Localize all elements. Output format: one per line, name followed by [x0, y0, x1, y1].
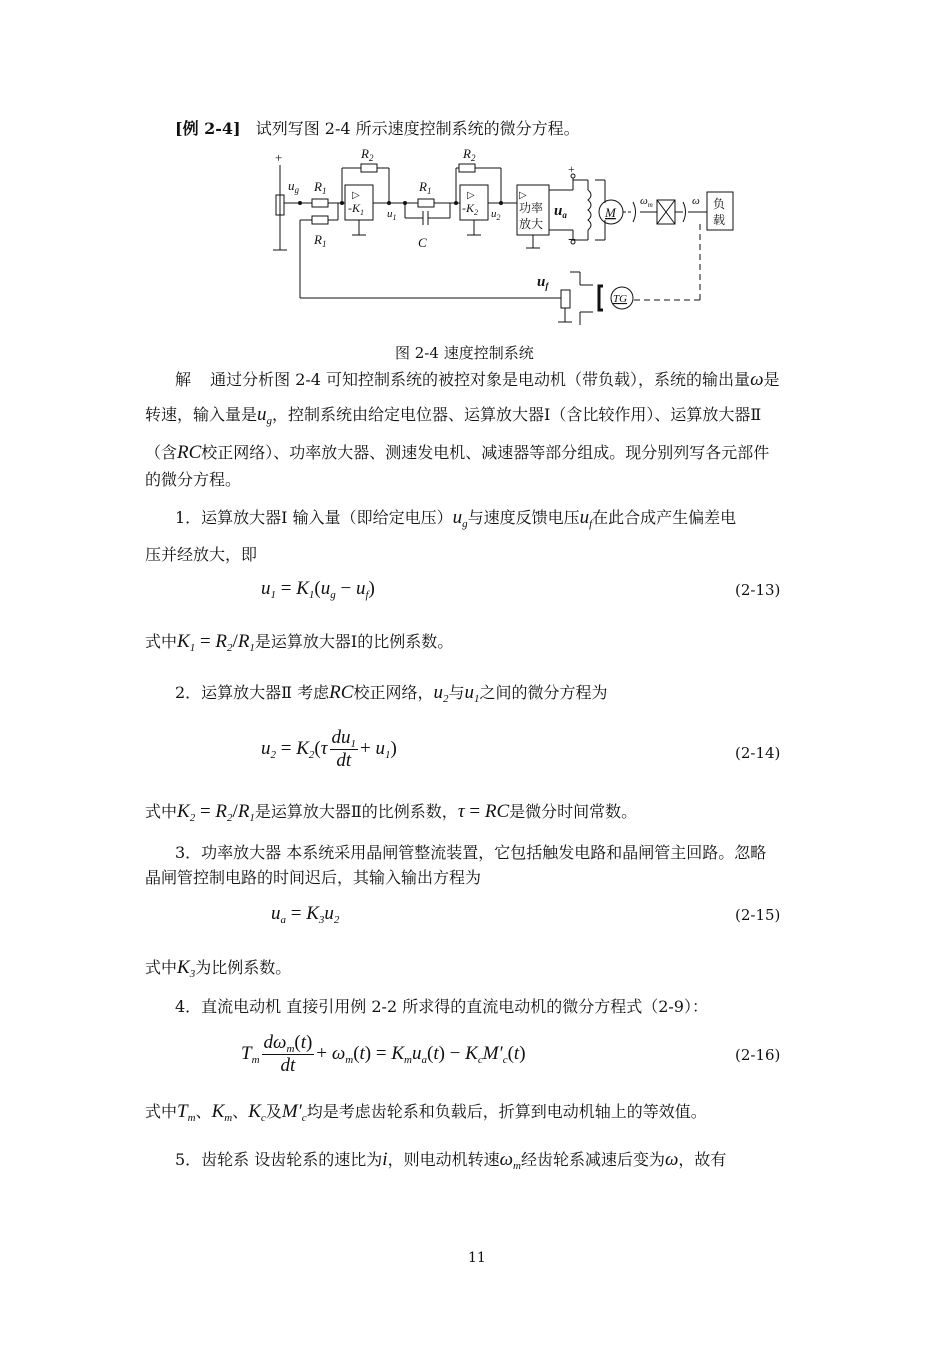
- k1-sub: 1: [360, 208, 364, 217]
- speed-control-circuit-diagram: [255, 140, 755, 345]
- k2-text-b: 是运算放大器Ⅱ的比例系数，: [254, 802, 458, 821]
- equation-2-14: $u_2 = K_2(\tau$ $\frac{du_1}{dt}$ + $u_1$): [261, 727, 397, 771]
- svg-text:R1: [418, 179, 431, 196]
- opamp1-triangle: ▷: [352, 190, 360, 201]
- k1-text-b: 是运算放大器Ⅰ的比例系数。: [254, 632, 454, 651]
- k2-definition: 式中$K_2 = R_2/R_1$是运算放大器Ⅱ的比例系数，τ = RC是微分时间常数。: [145, 801, 638, 824]
- k1-definition: 式中$K_1 = R_2/R_1$是运算放大器Ⅰ的比例系数。: [145, 631, 454, 654]
- k1-text-a: 式中: [145, 632, 178, 651]
- section5-text-b: ，则电动机转速: [387, 1150, 500, 1169]
- svg-text:R1: [313, 179, 326, 196]
- section5-text-d: ，故有: [678, 1150, 727, 1169]
- armature-minus: −: [568, 233, 576, 248]
- solution-line-4: 的微分方程。: [145, 470, 242, 489]
- r2-second-label: R: [463, 146, 471, 161]
- svg-text:R2: [360, 146, 374, 163]
- solution-text-3a: （含: [145, 443, 178, 462]
- solution-label: 解: [175, 370, 192, 389]
- poweramp-triangle: ▷: [519, 190, 527, 201]
- svg-text:R2: [462, 146, 476, 163]
- opamp2-triangle: ▷: [467, 190, 475, 201]
- section3-line-1: 3．功率放大器 本系统采用晶闸管整流装置，它包括触发电路和晶闸管主回路。忽略: [175, 843, 767, 862]
- solution-text-2b: ，控制系统由给定电位器、运算放大器Ⅰ（含比较作用）、运算放大器Ⅱ: [272, 405, 762, 424]
- k3-text-a: 式中: [145, 958, 178, 977]
- section3-line-2: 晶闸管控制电路的时间迟后，其输入输出方程为: [145, 868, 482, 887]
- u1-fig-sub: 1: [392, 213, 397, 222]
- r1-upper-sub: 1: [321, 186, 327, 196]
- equation-number-2-16: (2-16): [735, 1046, 781, 1064]
- plus-sign: +: [275, 150, 283, 165]
- ug-label: u: [288, 178, 295, 193]
- section5-line: 5．齿轮系 设齿轮系的速比为i，则电动机转速$\omega_m$经齿轮系减速后变为ω，故有: [175, 1149, 727, 1172]
- load-label-line1: 负: [713, 197, 726, 211]
- poweramp-label-line1: 功率: [519, 201, 544, 215]
- section2-text-a: 2．运算放大器Ⅱ 考虑: [175, 683, 330, 702]
- section2-text-b: 校正网络，: [353, 683, 434, 702]
- k4-text-b: 均是考虑齿轮系和负载后，折算到电动机轴上的等效值。: [306, 1102, 707, 1121]
- k3-definition: 式中$K_3$为比例系数。: [145, 957, 292, 980]
- equation-2-15: $u_a = K_3u_2$: [271, 903, 340, 926]
- r1-lower-sub: 1: [321, 239, 327, 249]
- capacitor-label: C: [418, 235, 427, 250]
- svg-text:ug: [288, 178, 300, 195]
- k4-text-a: 式中: [145, 1102, 178, 1121]
- svg-text:uf: [537, 274, 549, 291]
- section4-line: 4．直流电动机 直接引用例 2-2 所求得的直流电动机的微分方程式（2-9）：: [175, 997, 708, 1016]
- solution-text-1a: 通过分析图 2-4 可知控制系统的被控对象是电动机（带负载），系统的输出量: [210, 370, 751, 389]
- section4-definitions: 式中$T_m$、$K_m$、$K_c$及$M'_c$均是考虑齿轮系和负载后，折算到电动机轴上的等效值。: [145, 1101, 707, 1124]
- example-tag: [例 2-4]: [175, 119, 241, 138]
- solution-line-1: 解 通过分析图 2-4 可知控制系统的被控对象是电动机（带负载），系统的输出量ω是: [175, 369, 780, 390]
- page-number: 11: [468, 1250, 486, 1266]
- solution-line-2: 转速，输入量是$u_g$，控制系统由给定电位器、运算放大器Ⅰ（含比较作用）、运算放大器Ⅱ: [145, 404, 762, 427]
- u2-fig-sub: 2: [496, 213, 501, 222]
- r2-first-label: R: [361, 146, 369, 161]
- section2-line-1: 2．运算放大器Ⅱ 考虑RC校正网络，$u_2$与$u_1$之间的微分方程为: [175, 682, 608, 705]
- r1-network-sub: 1: [426, 186, 432, 196]
- u2-fig-label: u: [491, 208, 497, 220]
- ua-fig-sub: a: [562, 210, 567, 220]
- equation-number-2-14: (2-14): [735, 744, 781, 762]
- svg-text:R1: [313, 232, 326, 249]
- k2-text-c: 是微分时间常数。: [509, 802, 638, 821]
- k2-sub: 2: [474, 208, 478, 217]
- svg-text:-K2: [462, 201, 478, 217]
- svg-text:u1: [387, 208, 397, 222]
- r1-upper-label: R: [314, 179, 322, 194]
- figure-caption: 图 2-4 速度控制系统: [395, 344, 534, 362]
- svg-text:u2: [491, 208, 501, 222]
- example-heading: [175, 119, 580, 139]
- k3-text-b: 为比例系数。: [195, 958, 292, 977]
- armature-plus: +: [568, 162, 575, 176]
- omega-label: ω: [692, 195, 700, 207]
- svg-text:-K1: [348, 201, 364, 217]
- svg-text:ωm: [640, 195, 653, 209]
- k2-label: -K: [462, 201, 474, 215]
- section1-text-c: 在此合成产生偏差电: [592, 508, 737, 527]
- equation-number-2-15: (2-15): [735, 906, 781, 924]
- load-label-line2: 载: [713, 213, 726, 227]
- solution-text-2a: 转速，输入量是: [145, 405, 258, 424]
- omega-m-label: ω: [640, 195, 648, 207]
- section5-text-c: 经齿轮系减速后变为: [520, 1150, 665, 1169]
- equation-number-2-13: (2-13): [735, 581, 781, 599]
- ug-sub: g: [294, 185, 299, 195]
- k1-label: -K: [348, 201, 360, 215]
- tacho-label: TG: [613, 293, 628, 305]
- equation-2-13: $u_1 = K_1(u_g - u_f)$: [261, 578, 375, 601]
- poweramp-label-line2: 放大: [519, 217, 544, 231]
- k2-text-a: 式中: [145, 802, 178, 821]
- u1-fig-label: u: [387, 208, 393, 220]
- section1-text-b: 与速度反馈电压: [467, 508, 580, 527]
- solution-line-3: （含RC校正网络）、功率放大器、测速发电机、减速器等部分组成。现分别列写各元部件: [145, 442, 770, 463]
- equation-2-16: $T_m$ $\frac{d\omega_m(t)}{dt}$ + $\omega_m(t) = K_mu_a(t) - K_cM'_c(t)$: [241, 1032, 526, 1076]
- section5-text-a: 5．齿轮系 设齿轮系的速比为: [175, 1150, 383, 1169]
- section1-text-a: 1．运算放大器Ⅰ 输入量（即给定电压）: [175, 508, 453, 527]
- r1-lower-label: R: [314, 232, 322, 247]
- ua-fig-label: u: [554, 203, 563, 219]
- section1-line-2: 压并经放大，即: [145, 545, 258, 564]
- uf-fig-label: u: [537, 274, 546, 290]
- uf-fig-sub: f: [545, 281, 549, 291]
- omega-m-sub: m: [647, 201, 653, 209]
- r2-second-sub: 2: [470, 153, 476, 163]
- section2-text-d: 之间的微分方程为: [479, 683, 608, 702]
- section1-line-1: 1．运算放大器Ⅰ 输入量（即给定电压）$u_g$与速度反馈电压$u_f$在此合成产生偏差电: [175, 507, 737, 530]
- solution-text-3b: 校正网络）、功率放大器、测速发电机、减速器等部分组成。现分别列写各元部件: [201, 443, 770, 462]
- motor-label: M: [605, 205, 616, 220]
- section2-text-c: 与: [448, 683, 465, 702]
- example-statement: 试列写图 2-4 所示速度控制系统的微分方程。: [255, 119, 580, 138]
- solution-text-1b: 是: [763, 370, 780, 389]
- r2-first-sub: 2: [368, 153, 374, 163]
- svg-text:ua: [554, 203, 567, 220]
- r1-network-label: R: [419, 179, 427, 194]
